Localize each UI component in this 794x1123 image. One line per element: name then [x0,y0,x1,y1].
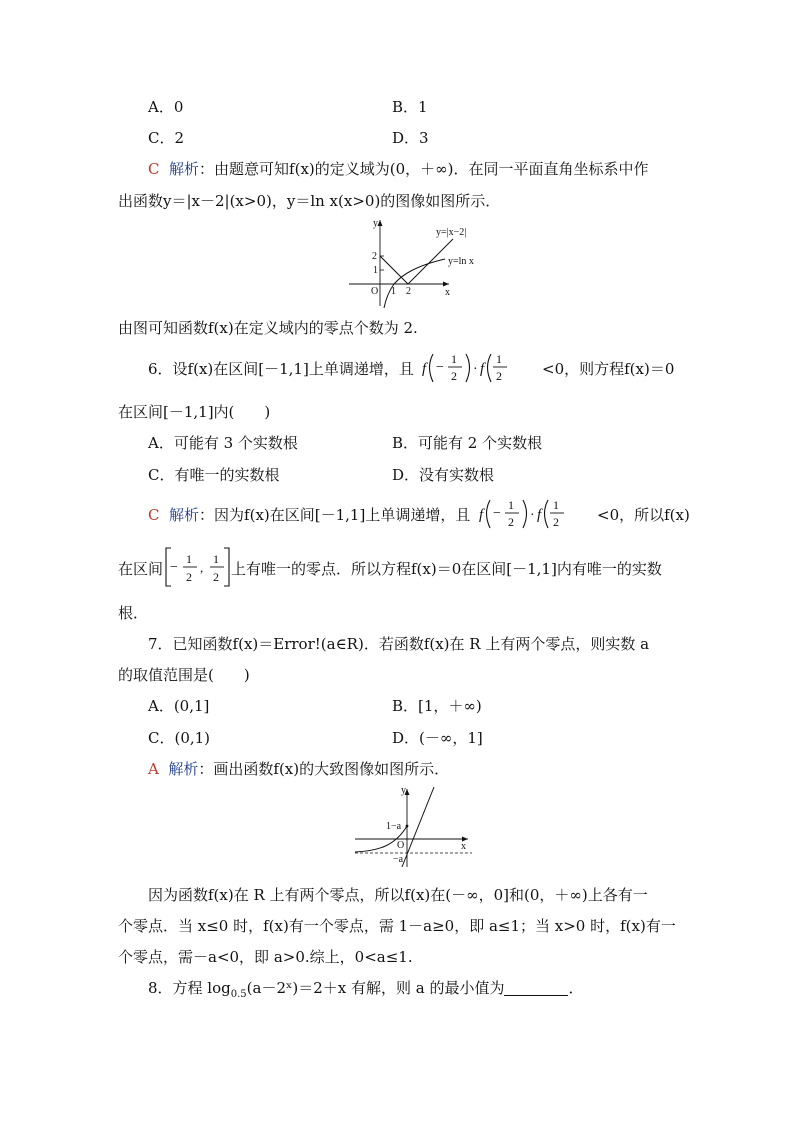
q7-option-a: A．(0,1] [148,697,210,715]
svg-text:1: 1 [496,352,502,366]
q8-stem [148,978,583,1005]
svg-text:2: 2 [451,369,457,383]
q7-solution-line3: 个零点．当 x≤0 时，f(x)有一个零点，需 1－a≥0，即 a≤1；当 x>0 时，f(x)有一 [118,917,676,935]
q7-solution-line4: 个零点，需－a<0，即 a>0.综上，0<a≤1. [118,948,413,966]
q8-stem-after: (a－2ˣ)＝2＋x 有解，则 a 的最小值为 [246,979,505,997]
svg-text:−: − [493,506,501,521]
q6-stem-part1: 6．设f(x)在区间[－1,1]上单调递增，且 [148,360,414,378]
q7-jiexi-label: 解析 [168,760,199,778]
q6-option-d: D．没有实数根 [392,466,495,484]
q5-option-d: D．3 [392,129,429,147]
q6-solution-formula [477,492,597,534]
q6-stem-line2: 在区间[－1,1]内( ) [118,403,271,421]
q5-solution-line1 [148,159,649,179]
q8-log-base: 0.5 [230,989,247,1000]
q8-stem-before: 8．方程 log [148,979,231,997]
y-axis-label: y [401,785,406,796]
q6-solution-text2: <0，所以f(x) [597,506,690,524]
svg-text:−: − [170,560,178,575]
origin-label: O [397,840,405,851]
q6-answer: C [148,506,160,524]
q8-stem-end: ． [568,979,584,997]
q6-solution-text3: 在区间 [118,560,164,578]
svg-text:1: 1 [451,352,457,366]
y-tick-1-label: 1 [373,265,378,276]
svg-text:f: f [479,507,484,523]
q6-solution-text5: 根． [118,604,149,622]
ln-curve [384,259,445,308]
q6-solution-text4: 上有唯一的零点．所以方程f(x)＝0在区间[－1,1]内有唯一的实数 [231,560,662,578]
q6-option-b: B．可能有 2 个实数根 [392,434,543,452]
q7-stem-line2: 的取值范围是( ) [118,666,250,684]
q5-option-b: B．1 [392,98,428,116]
svg-text:1: 1 [508,498,514,512]
q5-option-c: C．2 [148,129,185,147]
q5-solution-text1: ：由题意可知f(x)的定义域为(0，＋∞)．在同一平面直角坐标系中作 [199,160,649,178]
abs-curve-right [408,239,453,284]
svg-text:f: f [480,361,485,377]
svg-text:,: , [200,560,204,575]
y-axis-arrow-icon [378,220,383,226]
svg-text:2: 2 [553,515,559,529]
q6-stem-formula [420,346,540,388]
abs-curve-label: y=|x−2| [436,227,467,238]
q6-jiexi-label: 解析 [169,506,200,524]
q6-interval-bracket [163,544,231,590]
q7-solution-line2: 因为函数f(x)在 R 上有两个零点，所以f(x)在(－∞，0]和(0，＋∞)上各有一 [148,886,648,904]
svg-text:f: f [422,361,427,377]
q6-solution-line1 [148,505,470,525]
q7-answer: A [148,760,159,778]
origin-label: O [371,286,379,297]
q6-stem-part2: <0，则方程f(x)＝0 [542,360,675,378]
q5-option-a: A．0 [148,98,184,116]
x-axis-arrow-icon [443,282,449,287]
svg-text:2: 2 [186,570,192,584]
q8-answer-blank[interactable] [504,981,568,996]
svg-text:1: 1 [213,552,219,566]
q7-option-b: B．[1，＋∞) [392,697,482,715]
abs-curve-left [380,256,408,284]
y-axis-label: y [373,218,378,229]
svg-text:·: · [530,508,535,523]
x-tick-1-label: 1 [391,286,396,297]
svg-text:f: f [537,507,542,523]
ln-curve-label: y=ln x [448,256,474,267]
q6-solution-text1: ：因为f(x)在区间[－1,1]上单调递增，且 [199,506,471,524]
q7-graph [350,785,475,870]
q5-jiexi-label: 解析 [169,160,200,178]
label-1-minus-a: 1−a [386,821,402,832]
q7-option-d: D．(－∞，1] [392,729,483,747]
svg-text:1: 1 [186,552,192,566]
x-axis-label: x [461,841,466,852]
svg-text:·: · [473,362,478,377]
y-tick-2-label: 2 [372,251,377,262]
q6-option-a: A．可能有 3 个实数根 [148,434,298,452]
svg-text:−: − [436,360,444,375]
svg-text:2: 2 [213,570,219,584]
x-tick-2-label: 2 [406,286,411,297]
q5-answer: C [148,160,160,178]
q7-stem-line1: 7．已知函数f(x)＝Error!(a∈R)．若函数f(x)在 R 上有两个零点，则实数 a [148,635,650,653]
svg-text:2: 2 [496,369,502,383]
svg-text:1: 1 [553,498,559,512]
q7-solution-line1 [148,759,449,779]
svg-text:2: 2 [508,515,514,529]
point-1-minus-a [406,825,409,828]
q5-solution-line2: 出函数y＝|x－2|(x>0)，y＝ln x(x>0)的图像如图所示． [118,192,501,210]
label-minus-a: −a [393,854,404,865]
q5-graph [345,214,485,309]
q6-option-c: C．有唯一的实数根 [148,466,280,484]
x-axis-label: x [445,287,450,298]
q7-option-c: C．(0,1) [148,729,211,747]
q7-solution-text1: ：画出函数f(x)的大致图像如图所示． [198,760,450,778]
q5-solution-line3: 由图可知函数f(x)在定义域内的零点个数为 2. [118,319,418,337]
